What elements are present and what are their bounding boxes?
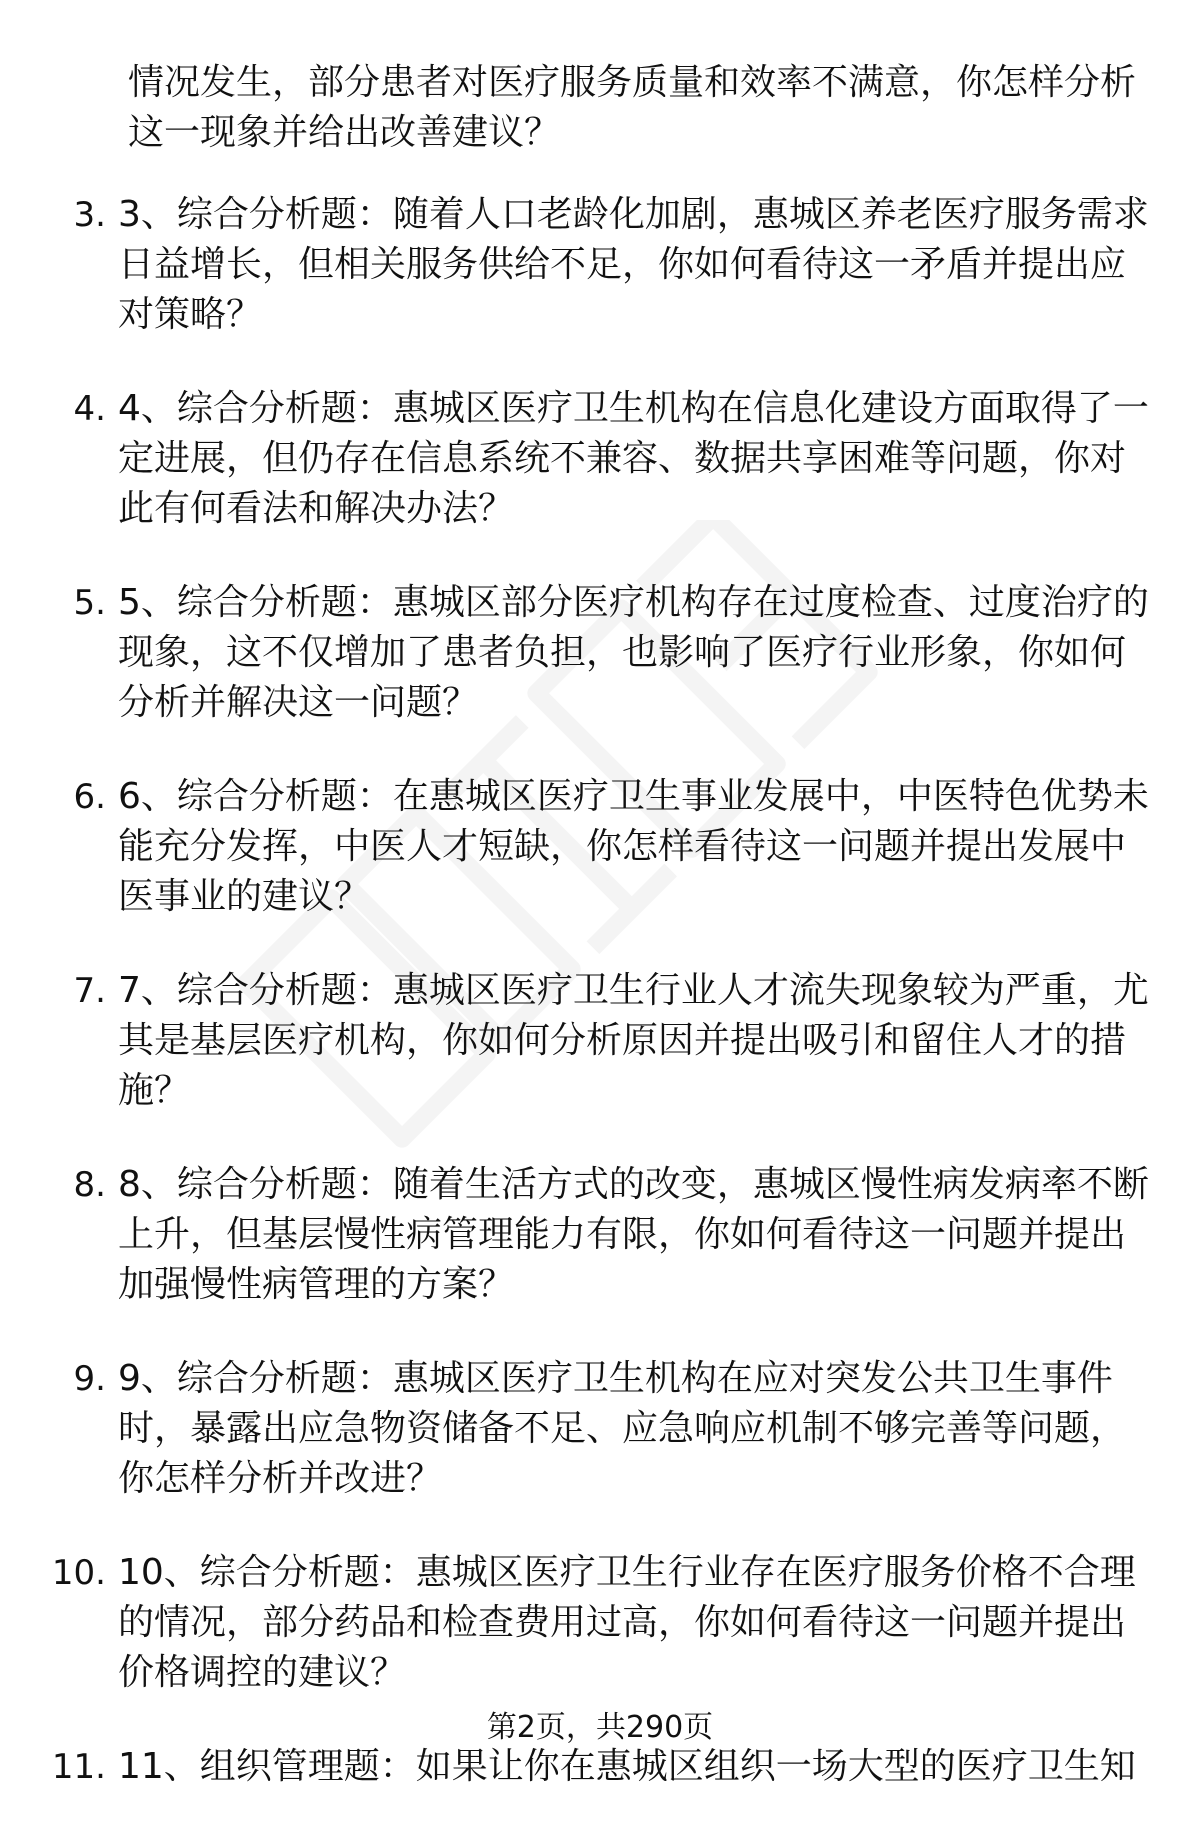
list-number: 7.	[73, 971, 106, 1011]
list-number: 3.	[73, 195, 106, 235]
question-text: 10、综合分析题：惠城区医疗卫生行业存在医疗服务价格不合理的情况，部分药品和检查费用过高，你如何看待这一问题并提出价格调控的建议？	[118, 1552, 1136, 1693]
list-item	[0, 1742, 1200, 1792]
list-number: 5.	[73, 583, 106, 623]
question-text: 3、综合分析题：随着人口老龄化加剧，惠城区养老医疗服务需求日益增长，但相关服务供给不足，你如何看待这一矛盾并提出应对策略？	[118, 194, 1149, 335]
question-text: 7、综合分析题：惠城区医疗卫生行业人才流失现象较为严重，尤其是基层医疗机构，你如何分析原因并提出吸引和留住人才的措施？	[118, 970, 1149, 1111]
list-item	[0, 1354, 1200, 1504]
list-item	[0, 1548, 1200, 1698]
list-item	[0, 1160, 1200, 1310]
list-item	[0, 190, 1200, 340]
list-number: 8.	[73, 1165, 106, 1205]
list-number: 10.	[51, 1553, 106, 1593]
list-item	[0, 384, 1200, 534]
list-item	[0, 772, 1200, 922]
question-text: 11、组织管理题：如果让你在惠城区组织一场大型的医疗卫生知	[118, 1746, 1136, 1787]
question-text: 9、综合分析题：惠城区医疗卫生机构在应对突发公共卫生事件时，暴露出应急物资储备不足、应急响应机制不够完善等问题，你怎样分析并改进？	[118, 1358, 1127, 1499]
question-text: 8、综合分析题：随着生活方式的改变，惠城区慢性病发病率不断上升，但基层慢性病管理能力有限，你如何看待这一问题并提出加强慢性病管理的方案？	[118, 1164, 1149, 1305]
question-text: 6、综合分析题：在惠城区医疗卫生事业发展中，中医特色优势未能充分发挥，中医人才短缺，你怎样看待这一问题并提出发展中医事业的建议？	[118, 776, 1149, 917]
list-number: 4.	[73, 389, 106, 429]
question-list	[0, 190, 1200, 1836]
list-item	[0, 578, 1200, 728]
question-text: 5、综合分析题：惠城区部分医疗机构存在过度检查、过度治疗的现象，这不仅增加了患者负担，也影响了医疗行业形象，你如何分析并解决这一问题？	[118, 582, 1149, 723]
list-item	[0, 966, 1200, 1116]
list-number: 9.	[73, 1359, 106, 1399]
list-number: 11.	[51, 1747, 106, 1787]
continued-question-text: 情况发生，部分患者对医疗服务质量和效率不满意，你怎样分析这一现象并给出改善建议？	[128, 62, 1137, 153]
page-number: 第2页，共290页	[486, 1710, 714, 1745]
question-text: 4、综合分析题：惠城区医疗卫生机构在信息化建设方面取得了一定进展，但仍存在信息系统不兼容、数据共享困难等问题，你对此有何看法和解决办法？	[118, 388, 1149, 529]
list-number: 6.	[73, 777, 106, 817]
